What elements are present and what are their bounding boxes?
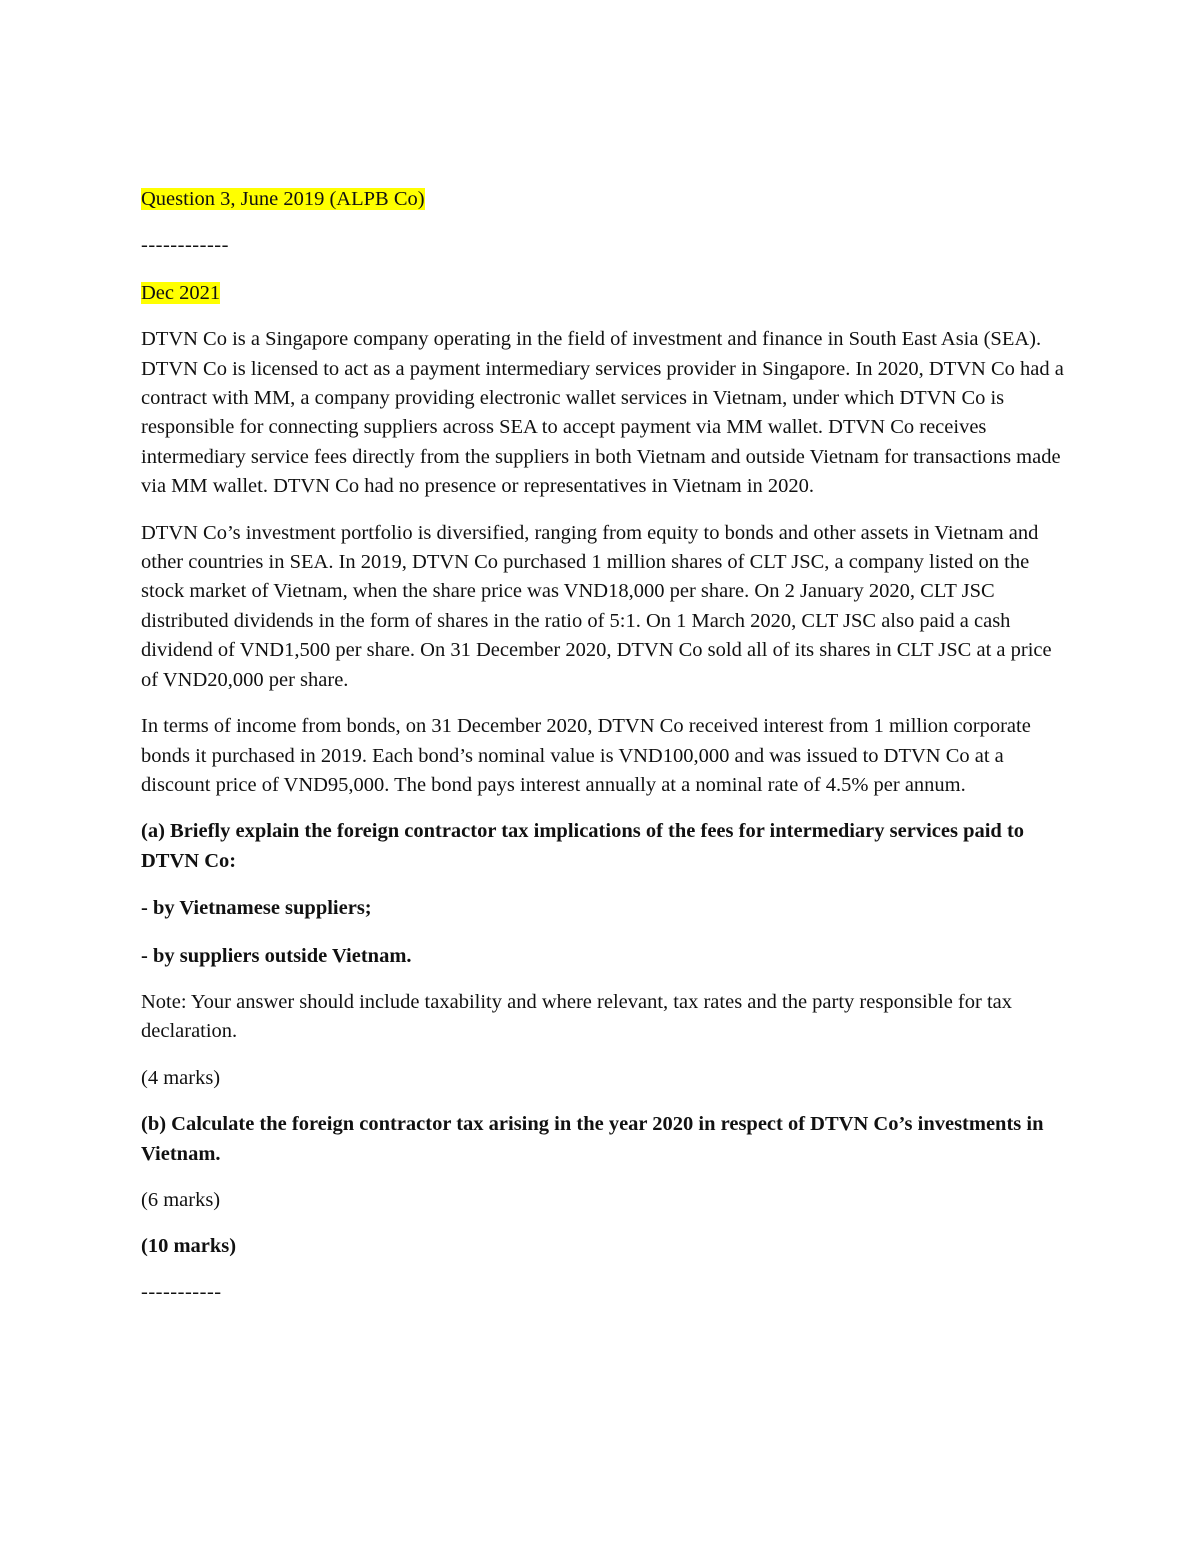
marks-b: (6 marks) — [141, 1188, 221, 1211]
separator-top: ------------ — [141, 234, 229, 257]
separator-bottom: ----------- — [141, 1280, 222, 1303]
marks-a: (4 marks) — [141, 1066, 221, 1089]
paragraph-scenario: DTVN Co is a Singapore company operating in the field of investment and finance in South East Asia (SEA). DTVN Co is licensed to act as a payment intermediary services provider in Singapore. In 2020, DTVN Co had a contract with MM, a company providing electronic wallet services in Vietnam, under which DTVN Co is responsible for connecting suppliers across SEA to accept payment via MM wallet. DTVN Co receives intermediary service fees directly from the suppliers in both Vietnam and outside Vietnam for transactions made via MM wallet. DTVN Co had no presence or representatives in Vietnam in 2020. — [141, 328, 1064, 498]
paragraph-bonds: In terms of income from bonds, on 31 December 2020, DTVN Co received interest from 1 million corporate bonds it purchased in 2019. Each bond’s nominal value is VND100,000 and was issued to DTVN Co at a discount price of VND95,000. The bond pays interest annually at a nominal rate of 4.5% per annum. — [141, 715, 1031, 796]
question-a: (a) Briefly explain the foreign contractor tax implications of the fees for intermediary services paid to DTVN Co: — [141, 820, 1025, 872]
marks-total: (10 marks) — [141, 1235, 237, 1258]
bullet-foreign-suppliers: - by suppliers outside Vietnam. — [141, 944, 412, 967]
paragraph-investments: DTVN Co’s investment portfolio is diversified, ranging from equity to bonds and other assets in Vietnam and other countries in SEA. In 2019, DTVN Co purchased 1 million shares of CLT JSC, a company listed on the stock market of Vietnam, when the share price was VND18,000 per share. On 2 January 2020, CLT JSC distributed dividends in the form of shares in the ratio of 5:1. On 1 March 2020, CLT JSC also paid a cash dividend of VND1,500 per share. On 31 December 2020, DTVN Co sold all of its shares in CLT JSC at a price of VND20,000 per share. — [141, 521, 1052, 691]
question-heading-highlight: Question 3, June 2019 (ALPB Co) — [141, 188, 425, 210]
document-body — [141, 185, 1066, 1307]
answer-note: Note: Your answer should include taxability and where relevant, tax rates and the party responsible for tax declaration. — [141, 990, 1012, 1043]
question-heading — [141, 185, 1066, 214]
exam-session-highlight: Dec 2021 — [141, 281, 221, 304]
question-b: (b) Calculate the foreign contractor tax arising in the year 2020 in respect of DTVN Co’s investments in Vietnam. — [141, 1113, 1044, 1165]
exam-session — [141, 279, 1066, 308]
bullet-vietnamese-suppliers: - by Vietnamese suppliers; — [141, 897, 372, 920]
